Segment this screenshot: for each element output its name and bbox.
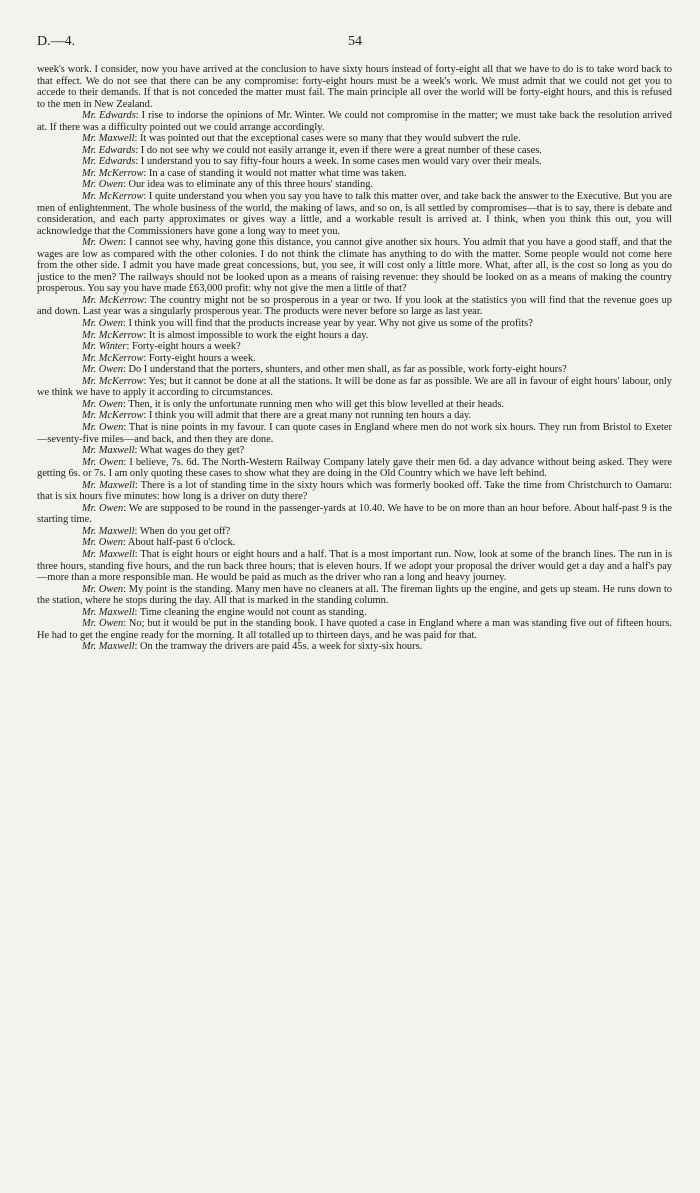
speaker-name: Mr. McKerrow	[82, 375, 144, 387]
speaker-name: Mr. McKerrow	[82, 352, 144, 364]
speaker-name: Mr. Owen	[82, 502, 124, 514]
speaker-name: Mr. Maxwell	[82, 641, 135, 653]
paragraph-text: : There is a lot of standing time in the sixty hours which was formerly booked off. Take the time from Christchurch to Oamaru: that is six hours five minutes: how long is a driver on duty there?	[37, 479, 672, 503]
paragraph	[37, 618, 672, 641]
speaker-name: Mr. McKerrow	[82, 294, 144, 306]
paragraph	[37, 330, 672, 342]
paragraph	[37, 191, 672, 237]
speaker-name: Mr. Maxwell	[82, 479, 135, 491]
paragraph-text: : I do not see why we could not easily arrange it, even if there were a great number of these cases.	[135, 144, 542, 156]
speaker-name: Mr. McKerrow	[82, 329, 144, 341]
speaker-name: Mr. Owen	[82, 318, 123, 330]
paragraph-text: : In a case of standing it would not matter what time was taken.	[143, 167, 407, 179]
speaker-name: Mr. Owen	[82, 618, 124, 630]
paragraph	[37, 156, 672, 168]
paragraph-text: : It is almost impossible to work the eight hours a day.	[143, 329, 369, 341]
page-number: 54	[348, 34, 362, 49]
paragraph-text: : When do you get off?	[134, 525, 231, 537]
paragraph-text: : I cannot see why, having gone this distance, you cannot give another six hours. You admit that you have a good staff, and that the wages are low as compared with the other colonies. I do not think the climate has anything to do with the matter. Some people would not come here from the other side. I admit you have made great concessions, but, you see, it will cost only a little more. What, after all, is the cost so long as you do justice to the men? The railways should not be looked upon as a means of raising revenue: they should be looked on as a means of making the country prosperous. You say you have made £63,000 profit: why not give the men a little of that?	[37, 237, 673, 295]
paragraph	[37, 237, 672, 295]
paragraph	[37, 341, 672, 353]
paragraph	[37, 353, 672, 365]
paragraph	[37, 410, 672, 422]
paragraph	[37, 145, 672, 157]
paragraph-text: : I rise to indorse the opinions of Mr. Winter. We could not compromise in the matter; we must take back the resolution arrived at. If there was a difficulty pointed out we could arrange accordingly.	[37, 110, 672, 133]
paragraph-text: : What wages do they get?	[134, 445, 245, 457]
paragraph-text: : It was pointed out that the exceptional cases were so many that they would subvert the rule.	[134, 133, 521, 145]
speaker-name: Mr. Owen	[82, 179, 123, 191]
speaker-name: Mr. Maxwell	[82, 606, 135, 618]
paragraph	[37, 179, 672, 191]
speaker-name: Mr. Owen	[82, 456, 124, 468]
paragraph-text: : We are supposed to be round in the passenger-yards at 10.40. We have to be on more than an hour before. About half-past 9 is the starting time.	[37, 502, 673, 526]
paragraph	[37, 364, 672, 376]
speaker-name: Mr. Winter	[82, 341, 127, 353]
paragraph-text: : Do I understand that the porters, shunters, and other men shall, as far as possible, work forty-eight hours?	[122, 364, 567, 376]
paragraph	[37, 133, 672, 145]
paragraph	[37, 549, 672, 584]
paragraph-text: week's work. I consider, now you have arrived at the conclusion to have sixty hours instead of forty-eight all that we have to do is to take word back to that effect. We do not see that there can be any compromise: forty-eight hours must be a week's work. We must admit that we could not get you to accede to their demands. If that is not conceded the matter must fail. The main principle all over the world will be forty-eight hours, and this is refused to the men in New Zealand.	[37, 64, 672, 110]
speaker-name: Mr. Edwards	[82, 144, 136, 156]
speaker-name: Mr. Owen	[82, 237, 124, 249]
paragraph-text: : Time cleaning the engine would not count as standing.	[134, 606, 367, 618]
paragraph	[37, 376, 672, 399]
document-reference: D.—4.	[37, 34, 76, 49]
paragraph	[37, 422, 672, 445]
paragraph-text: : I quite understand you when you say you have to talk this matter over, and take back the answer to the Executive. But you are men of enlightenment. The whole business of the world, the making of laws, and so on, is all settled by compromises—that is to say, there is debate and consideration, and each party approximates or gives way a little, and a workable result is arrived at. I think, when you think this out, you will acknowledge that the Commissioners have gone a long way to meet you.	[37, 191, 672, 237]
speaker-name: Mr. Maxwell	[82, 525, 135, 537]
paragraph-text: : Forty-eight hours a week?	[126, 341, 241, 353]
speaker-name: Mr. Owen	[82, 421, 124, 433]
speaker-name: Mr. Owen	[82, 398, 123, 410]
paragraph	[37, 607, 672, 619]
paragraph	[37, 537, 672, 549]
paragraph-text: : The country might not be so prosperous in a year or two. If you look at the statistics you will find that the revenue goes up and down. Last year was a singularly prosperous year. The products were never before so large as last year.	[37, 294, 672, 318]
speaker-name: Mr. Edwards	[82, 156, 136, 168]
paragraph-text: : I understand you to say fifty-four hours a week. In some cases men would vary over their meals.	[135, 156, 542, 168]
paragraph	[37, 399, 672, 411]
paragraph-text: : That is eight hours or eight hours and a half. That is a most important run. Now, look at some of the branch lines. The run in is three hours, standing five hours, and the run back three hours; that is eleven hours. If we adopt your proposal the driver would get a day and a half's pay—more than a more responsible man. He would be paid as much as the driver who ran a long and heavy journey.	[37, 548, 673, 584]
paragraph	[37, 110, 672, 133]
speaker-name: Mr. Owen	[82, 537, 123, 549]
paragraph-text: : I think you will find that the products increase year by year. Why not give us some of the profits?	[122, 318, 533, 330]
speaker-name: Mr. Maxwell	[82, 133, 135, 145]
paragraph-text: : On the tramway the drivers are paid 45s. a week for sixty-six hours.	[134, 641, 423, 653]
paragraph	[37, 526, 672, 538]
paragraph	[37, 480, 672, 503]
paragraph	[37, 318, 672, 330]
paragraph-text: : Then, it is only the unfortunate running men who will get this blow levelled at their heads.	[122, 398, 504, 410]
transcript-body	[37, 64, 672, 653]
speaker-name: Mr. Edwards	[82, 110, 136, 122]
paragraph-text: : No; but it would be put in the standing book. I have quoted a case in England where a man was standing five out of fifteen hours. He had to get the engine ready for the morning. It all totalled up to thirteen days, and he was paid for that.	[37, 618, 672, 641]
speaker-name: Mr. Owen	[82, 583, 124, 595]
speaker-name: Mr. McKerrow	[82, 410, 144, 422]
paragraph-text: : I believe, 7s. 6d. The North-Western Railway Company lately gave their men 6d. a day advance without being asked. They were getting 6s. or 7s. I am only quoting these cases to show what they are doing in the Old Country which we have left behind.	[37, 456, 672, 480]
paragraph	[37, 168, 672, 180]
paragraph-text: : Yes; but it cannot be done at all the stations. It will be done as far as possible. We are all in favour of eight hours' labour, only we think we have to apply it according to circumstances.	[37, 375, 672, 399]
paragraph-text: : Our idea was to eliminate any of this three hours' standing.	[122, 179, 374, 191]
paragraph	[37, 503, 672, 526]
speaker-name: Mr. Maxwell	[82, 548, 135, 560]
paragraph	[37, 295, 672, 318]
paragraph	[37, 445, 672, 457]
speaker-name: Mr. Owen	[82, 364, 123, 376]
page-header	[37, 34, 672, 54]
paragraph-text: : I think you will admit that there are a great many not running ten hours a day.	[143, 410, 472, 422]
paragraph	[37, 457, 672, 480]
paragraph	[37, 584, 672, 607]
paragraph-text: : About half-past 6 o'clock.	[122, 537, 236, 549]
paragraph-text: : Forty-eight hours a week.	[143, 352, 256, 364]
speaker-name: Mr. McKerrow	[82, 191, 144, 203]
paragraph-text: : My point is the standing. Many men have no cleaners at all. The fireman lights up the engine, and gets up steam. He runs down to the station, where he stops during the day. All that is marked in the standing column.	[37, 583, 672, 607]
speaker-name: Mr. Maxwell	[82, 445, 135, 457]
paragraph-text: : That is nine points in my favour. I can quote cases in England where men do not work six hours. They run from Bristol to Exeter—seventy-five miles—and back, and then they are done.	[37, 421, 673, 445]
paragraph	[37, 641, 672, 653]
paragraph	[37, 64, 672, 110]
speaker-name: Mr. McKerrow	[82, 167, 144, 179]
